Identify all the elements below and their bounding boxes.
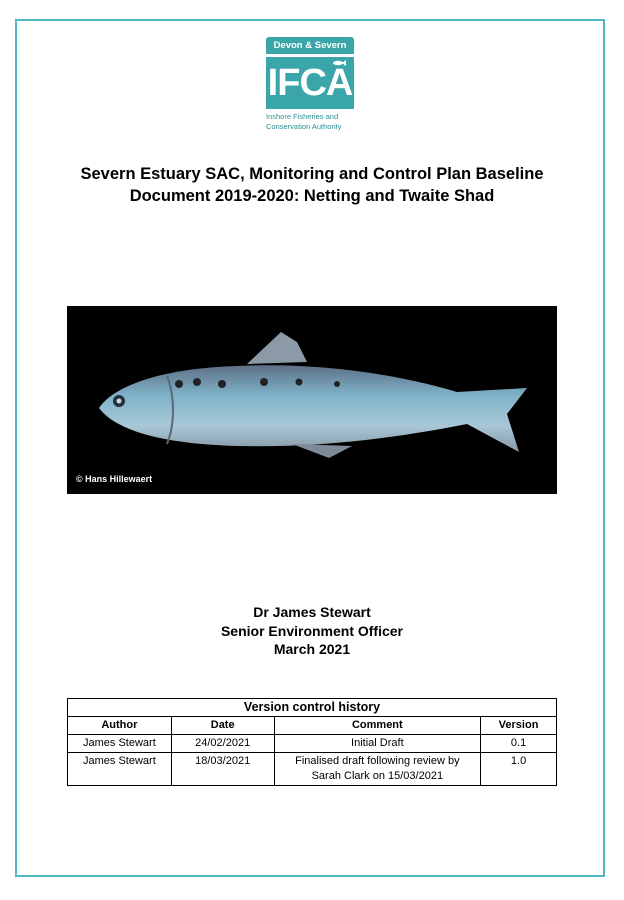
header-comment: Comment bbox=[274, 717, 481, 735]
logo-subtitle-line1: Inshore Fisheries and bbox=[266, 112, 339, 121]
author-block bbox=[40, 603, 584, 659]
table-header-row bbox=[68, 717, 557, 735]
table-caption: Version control history bbox=[68, 699, 557, 717]
version-control-table bbox=[67, 698, 557, 786]
title-line-1: Severn Estuary SAC, Monitoring and Control Plan Baseline bbox=[80, 165, 544, 183]
logo-subtitle bbox=[266, 112, 358, 132]
logo-subtitle-line2: Conservation Authority bbox=[266, 122, 342, 131]
cell-date: 24/02/2021 bbox=[171, 735, 274, 753]
ifca-logo bbox=[266, 37, 358, 135]
cell-date: 18/03/2021 bbox=[171, 753, 274, 786]
twaite-shad-fish-icon bbox=[67, 306, 557, 494]
title-line-2: Document 2019-2020: Netting and Twaite Shad bbox=[129, 187, 495, 205]
author-role: Senior Environment Officer bbox=[220, 622, 404, 639]
cell-author: James Stewart bbox=[68, 753, 172, 786]
author-name: Dr James Stewart bbox=[253, 604, 371, 620]
cell-version: 1.0 bbox=[481, 753, 557, 786]
table-row bbox=[68, 753, 557, 786]
header-date: Date bbox=[171, 717, 274, 735]
photo-credit: © Hans Hillewaert bbox=[76, 474, 153, 484]
logo-letters: IFCA bbox=[267, 62, 353, 104]
author-date: March 2021 bbox=[273, 641, 351, 657]
fish-photo bbox=[67, 306, 557, 494]
header-author: Author bbox=[68, 717, 172, 735]
logo-top-banner: Devon & Severn bbox=[266, 37, 354, 54]
cell-comment: Finalised draft following review by Sarah Clark on 15/03/2021 bbox=[274, 753, 481, 786]
document-title bbox=[40, 163, 584, 207]
cell-version: 0.1 bbox=[481, 735, 557, 753]
header-version: Version bbox=[481, 717, 557, 735]
cell-author: James Stewart bbox=[68, 735, 172, 753]
cell-comment: Initial Draft bbox=[274, 735, 481, 753]
table-row bbox=[68, 735, 557, 753]
table-caption-row bbox=[68, 699, 557, 717]
